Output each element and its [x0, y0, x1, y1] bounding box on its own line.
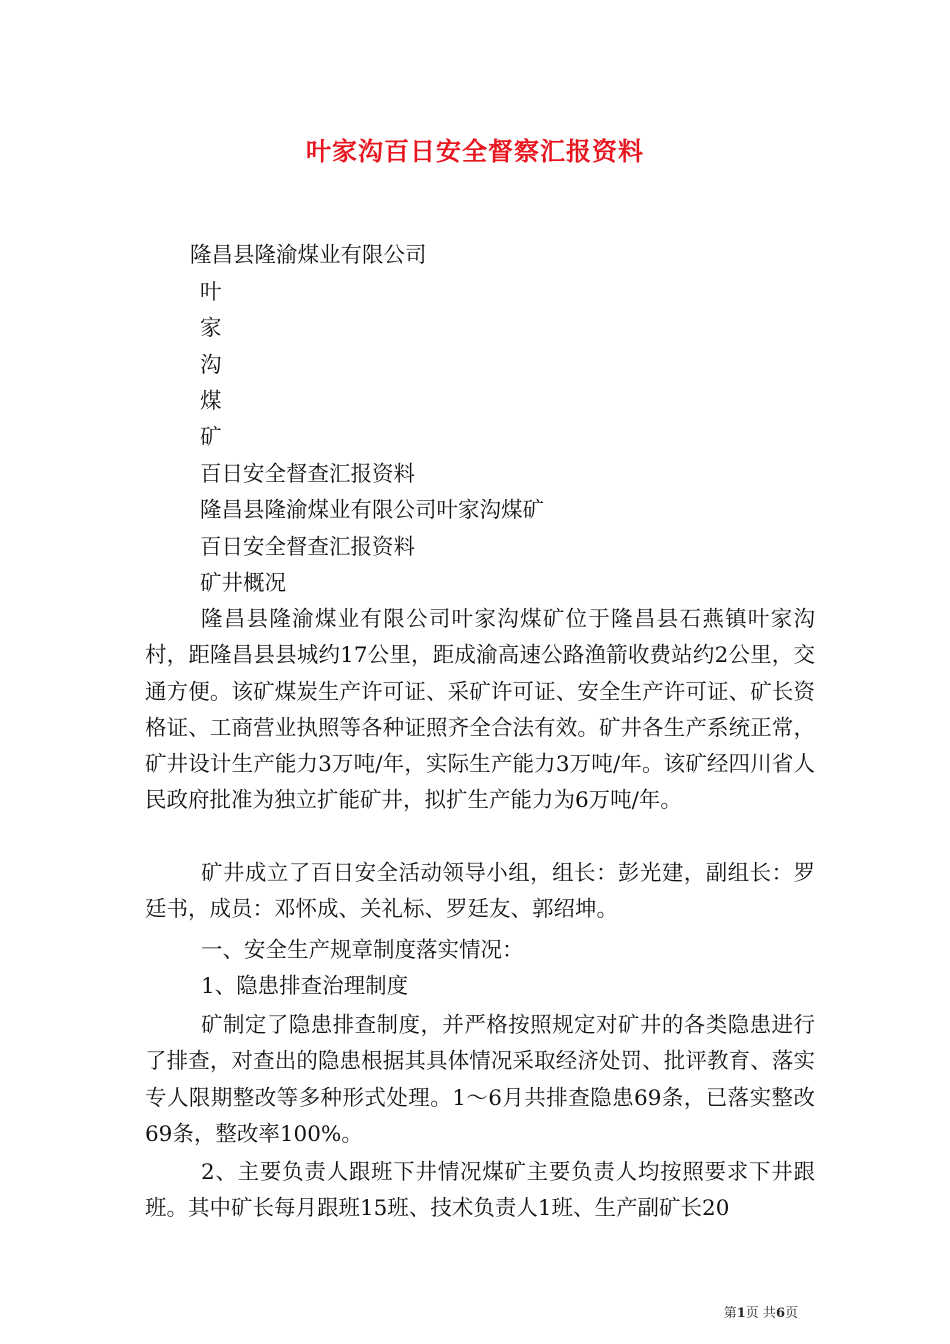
- vertical-char-1: 叶: [200, 280, 222, 305]
- footer-suffix: 页: [784, 1306, 798, 1321]
- heading-hazard-system: 1、隐患排查治理制度: [201, 974, 409, 999]
- company-full-name: 隆昌县隆渝煤业有限公司叶家沟煤矿: [200, 498, 545, 523]
- footer-total-pages: 6: [775, 1306, 785, 1321]
- vertical-char-3: 沟: [200, 353, 222, 378]
- paragraph-leader-shifts: 2、主要负责人跟班下井情况煤矿主要负责人均按照要求下井跟班。其中矿长每月跟班15班、技术负责人1班、生产副矿长20: [145, 1160, 815, 1222]
- footer-page-number: 1: [736, 1306, 746, 1321]
- vertical-char-2: 家: [200, 316, 222, 341]
- heading-safety-rules: 一、安全生产规章制度落实情况：: [201, 938, 524, 963]
- paragraph-overview: 隆昌县隆渝煤业有限公司叶家沟煤矿位于隆昌县石燕镇叶家沟村，距隆昌县县城约17公里，距成渝高速公路渔箭收费站约2公里，交通方便。该矿煤炭生产许可证、采矿许可证、安全生产许可证、矿长资格证、工商营业执照等各种证照齐全合法有效。矿井各生产系统正常，矿井设计生产能力3万吨/年，实际生产能力3万吨/年。该矿经四川省人民政府批准为独立扩能矿井，拟扩生产能力为6万吨/年。: [145, 607, 815, 814]
- vertical-char-4: 煤: [200, 389, 222, 414]
- footer-middle: 页 共: [745, 1306, 776, 1321]
- paragraph-leadership: 矿井成立了百日安全活动领导小组，组长：彭光建，副组长：罗廷书，成员：邓怀成、关礼标、罗廷友、郭绍坤。: [145, 861, 815, 923]
- section-overview-heading: 矿井概况: [200, 571, 287, 596]
- vertical-char-5: 矿: [200, 425, 222, 450]
- document-title: 叶家沟百日安全督察汇报资料: [305, 137, 644, 166]
- page-footer: [724, 1302, 798, 1321]
- footer-prefix: 第: [723, 1306, 737, 1321]
- company-name: 隆昌县隆渝煤业有限公司: [190, 243, 427, 268]
- paragraph-hazard: 矿制定了隐患排查制度，并严格按照规定对矿井的各类隐患进行了排查，对查出的隐患根据其具体情况采取经济处罚、批评教育、落实专人限期整改等多种形式处理。1～6月共排查隐患69条，已落实整改69条，整改率100%。: [145, 1013, 815, 1147]
- subtitle-1: 百日安全督查汇报资料: [200, 462, 416, 487]
- subtitle-2: 百日安全督查汇报资料: [200, 535, 416, 560]
